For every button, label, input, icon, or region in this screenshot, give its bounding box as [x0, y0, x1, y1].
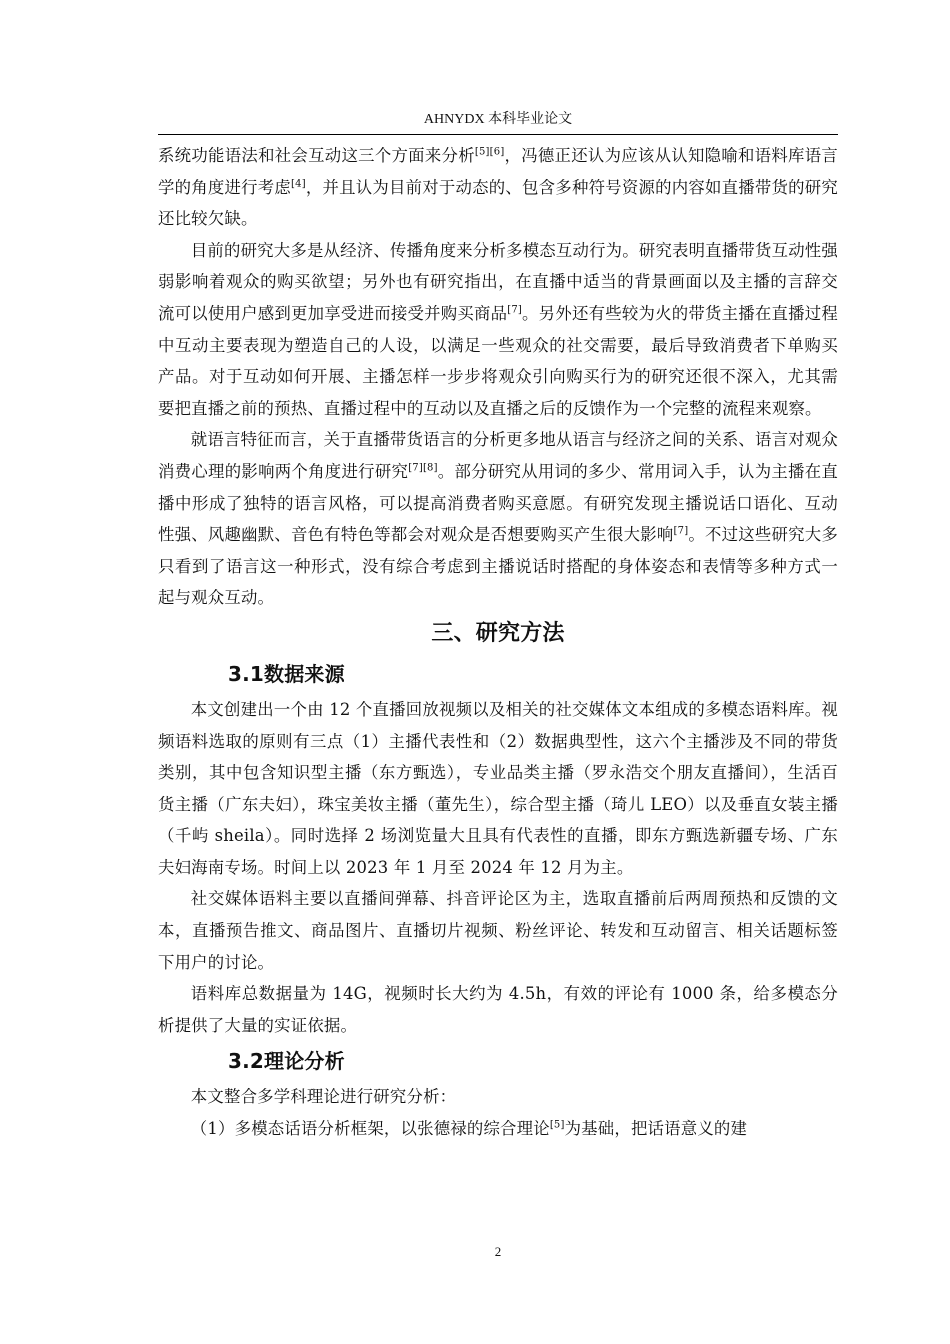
paragraph-3: 就语言特征而言，关于直播带货语言的分析更多地从语言与经济之间的关系、语言对观众消费心理的影响两个角度进行研究[7][8]。部分研究从用词的多少、常用词入手，认为主播在直播中形成了独特的语言风格，可以提高消费者购买意愿。有研究发现主播说话口语化、互动性强、风趣幽默、音色有特色等都会对观众是否想要购买产生很大影响[7]。不过这些研究大多只看到了语言这一种形式，没有综合考虑到主播说话时搭配的身体姿态和表情等多种方式一起与观众互动。: [158, 430, 838, 608]
paragraph-2: 目前的研究大多是从经济、传播角度来分析多模态互动行为。研究表明直播带货互动性强弱影响着观众的购买欲望；另外也有研究指出，在直播中适当的背景画面以及主播的言辞交流可以使用户感到更加享受进而接受并购买商品[7]。另外还有些较为火的带货主播在直播过程中互动主要表现为塑造自己的人设，以满足一些观众的社交需要，最后导致消费者下单购买产品。对于互动如何开展、主播怎样一步步将观众引向购买行为的研究还很不深入，尤其需要把直播之前的预热、直播过程中的互动以及直播之后的反馈作为一个完整的流程来观察。: [158, 240, 838, 418]
paragraph-corpus: 本文创建出一个由 12 个直播回放视频以及相关的社交媒体文本组成的多模态语料库。视频语料选取的原则有三点（1）主播代表性和（2）数据典型性，这六个主播涉及不同的带货类别，其中包含知识型主播（东方甄选），专业品类主播（罗永浩交个朋友直播间），生活百货主播（广东夫妇），珠宝美妆主播（董先生），综合型主播（琦儿 LEO）以及垂直女装主播（千屿 sheila）。同时选择 2 场浏览量大且具有代表性的直播，即东方甄选新疆专场、广东夫妇海南专场。时间上以 2023 年 1 月至 2024 年 12 月为主。: [158, 699, 838, 877]
citation-marker: [7]: [673, 525, 689, 537]
header-rule: [158, 134, 838, 135]
section-heading: 三、研究方法: [431, 620, 565, 646]
paragraph-corpus-size: 语料库总数据量为 14G，视频时长大约为 4.5h，有效的评论有 1000 条，给多模态分析提供了大量的实证依据。: [158, 984, 838, 1035]
citation-marker: [5][6]: [474, 146, 505, 158]
citation-marker: [7][8]: [408, 462, 438, 474]
page-number: 2: [494, 1244, 502, 1259]
running-header: AHNYDX 本科毕业论文: [423, 112, 573, 127]
citation-marker: [7]: [507, 304, 523, 316]
page-body: [158, 140, 838, 1145]
citation-marker: [5]: [549, 1119, 565, 1131]
subsection-heading-data-source: 3.1数据来源: [228, 661, 345, 686]
paragraph-social-media: 社交媒体语料主要以直播间弹幕、抖音评论区为主，选取直播前后两周预热和反馈的文本，直播预告推文、商品图片、直播切片视频、粉丝评论、转发和互动留言、相关话题标签下用户的讨论。: [158, 889, 838, 972]
citation-marker: [4]: [291, 178, 306, 190]
list-item-theory-1: （1）多模态话语分析框架，以张德禄的综合理论[5]为基础，把话语意义的建: [190, 1119, 748, 1139]
subsection-heading-theory: 3.2理论分析: [228, 1049, 345, 1074]
paragraph-1: 系统功能语法和社会互动这三个方面来分析[5][6]，冯德正还认为应该从认知隐喻和语料库语言学的角度进行考虑[4]，并且认为目前对于动态的、包含多种符号资源的内容如直播带货的研究还比较欠缺。: [158, 146, 838, 229]
paragraph-theory-intro: 本文整合多学科理论进行研究分析：: [190, 1087, 457, 1107]
